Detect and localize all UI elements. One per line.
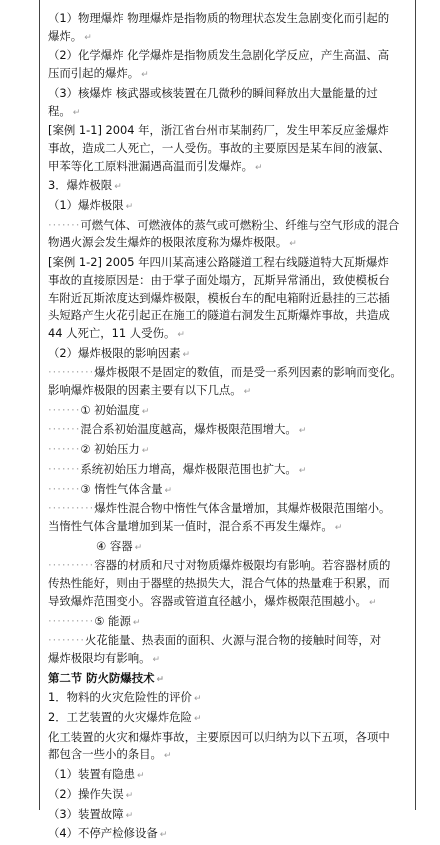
sub-heading: （1）爆炸极限 ↵ — [48, 198, 134, 213]
list-item: ④ 容器 ↵ — [96, 538, 143, 553]
paragraph-mark-icon: ↵ — [141, 70, 149, 81]
sub-heading: 2．工艺装置的火灾爆炸危险 ↵ — [48, 710, 202, 725]
paragraph-mark-icon: ↵ — [156, 674, 165, 685]
paragraph-mark-icon: ↵ — [84, 32, 92, 43]
text-line: 头短路产生火花引起正在施工的隧道右洞发生瓦斯爆炸事故，共造成 — [48, 308, 390, 323]
paragraph-mark-icon: ↵ — [125, 810, 134, 821]
text-line: ··········爆炸性混合物中惰性气体含量增加，其爆炸极限范围缩小。 — [48, 501, 391, 516]
list-item: （1）装置有隐患 ↵ — [48, 767, 145, 782]
text-line: 导致爆炸范围变小。容器或管道直径越小，爆炸极限范围越小。 ↵ — [48, 593, 377, 608]
text-line: ·······混合系初始温度越高，爆炸极限范围增大。 ↵ — [48, 422, 307, 437]
paragraph-mark-icon: ↵ — [125, 202, 134, 213]
text-line: 甲苯等化工原料泄漏遇高温而引发爆炸。 ↵ — [48, 158, 263, 173]
text-line: （2）化学爆炸 化学爆炸是指物质发生急剧化学反应，产生高温、高 — [48, 48, 390, 63]
text-line: ········火花能量、热表面的面积、火源与混合物的接触时间等，对 — [48, 633, 382, 648]
text-line: 爆炸极限均有影响。 ↵ — [48, 650, 161, 665]
paragraph-mark-icon: ↵ — [134, 542, 143, 553]
paragraph-mark-icon: ↵ — [298, 426, 307, 437]
text-line: 爆炸。 ↵ — [48, 28, 92, 43]
text-line: 事故的直接原因是：由于掌子面处塌方，瓦斯异常涌出，致使模板台 — [48, 272, 390, 287]
paragraph-mark-icon: ↵ — [163, 751, 172, 762]
sub-heading: 1．物料的火灾危险性的评价 ↵ — [48, 690, 202, 705]
text-line: （1）物理爆炸 物理爆炸是指物质的物理状态发生急剧变化而引起的 — [48, 11, 390, 25]
list-item: （4）不停产检修设备 ↵ — [48, 826, 168, 841]
document-body — [48, 10, 410, 845]
text-line: （3）核爆炸 核武器或核装置在几微秒的瞬间释放出大量能量的过 — [48, 85, 378, 100]
text-line: ··········爆炸极限不是固定的数值，而是受一系列因素的影响而变化。 — [48, 365, 402, 380]
paragraph-mark-icon: ↵ — [298, 465, 307, 476]
paragraph-mark-icon: ↵ — [159, 830, 168, 841]
text-line: 事故，造成二人死亡，一人受伤。事故的主要原因是某车间的液氯、 — [48, 140, 390, 155]
paragraph-mark-icon: ↵ — [334, 522, 343, 533]
paragraph-mark-icon: ↵ — [368, 597, 377, 608]
paragraph-mark-icon: ↵ — [141, 446, 150, 457]
text-line: 当惰性气体含量增加到某一值时，混合系不再发生爆炸。 ↵ — [48, 518, 343, 533]
paragraph-mark-icon: ↵ — [152, 654, 161, 665]
paragraph-mark-icon: ↵ — [114, 182, 122, 193]
list-item: ·······③ 惰性气体含量 ↵ — [48, 481, 173, 496]
text-line: 传热性能好，则由于器壁的热损失大，混合气体的热量难于积累，而 — [48, 576, 390, 591]
list-item: ·······② 初始压力 ↵ — [48, 442, 150, 457]
paragraph-mark-icon: ↵ — [125, 790, 134, 801]
paragraph-mark-icon: ↵ — [72, 107, 81, 118]
paragraph-mark-icon: ↵ — [289, 239, 297, 250]
section-heading: 3．爆炸极限 ↵ — [48, 178, 122, 193]
paragraph-mark-icon: ↵ — [141, 406, 150, 417]
list-item: ··········⑤ 能源 ↵ — [48, 613, 141, 628]
paragraph-mark-icon: ↵ — [136, 771, 145, 782]
paragraph-mark-icon: ↵ — [182, 349, 191, 360]
text-line: ··········容器的材质和尺寸对物质爆炸极限均有影响。若容器材质的 — [48, 558, 391, 573]
paragraph-mark-icon: ↵ — [255, 162, 263, 173]
text-line: 车附近瓦斯浓度达到爆炸极限，模板台车的配电箱附近悬挂的三芯插 — [48, 290, 390, 305]
list-item: （2）操作失误 ↵ — [48, 786, 134, 801]
paragraph-mark-icon: ↵ — [243, 387, 252, 398]
paragraph-mark-icon: ↵ — [193, 714, 202, 725]
text-line: [案例 1-2] 2005 年四川某高速公路隧道工程右线隧道特大瓦斯爆炸 — [48, 255, 389, 270]
text-line: 都包含一些小的条目。 ↵ — [48, 747, 172, 762]
text-line: [案例 1-1] 2004 年，浙江省台州市某制药厂，发生甲苯反应釜爆炸 — [48, 123, 389, 138]
text-line: 程。 ↵ — [48, 103, 81, 118]
text-line: 44 人死亡，11 人受伤。 ↵ — [48, 325, 185, 340]
text-line: 物遇火源会发生爆炸的极限浓度称为爆炸极限。 ↵ — [48, 235, 297, 250]
sub-heading: （2）爆炸极限的影响因素 ↵ — [48, 345, 191, 360]
paragraph-mark-icon: ↵ — [177, 329, 185, 340]
table-border-right — [415, 0, 416, 810]
text-line: ·······可燃气体、可燃液体的蒸气或可燃粉尘、纤维与空气形成的混合 — [48, 217, 400, 232]
paragraph-mark-icon: ↵ — [132, 617, 141, 628]
text-line: 影响爆炸极限的因素主要有以下几点。 ↵ — [48, 383, 252, 398]
chapter-heading: 第二节 防火防爆技术 ↵ — [48, 670, 165, 685]
text-line: 化工装置的火灾和爆炸事故，主要原因可以归纳为以下五项，各项中 — [48, 729, 390, 744]
table-border-left — [39, 0, 40, 810]
list-item: ·······① 初始温度 ↵ — [48, 402, 150, 417]
paragraph-mark-icon: ↵ — [193, 694, 202, 705]
text-line: 压而引起的爆炸。 ↵ — [48, 66, 149, 81]
text-line: ·······系统初始压力增高，爆炸极限范围也扩大。 ↵ — [48, 461, 307, 476]
list-item: （3）装置故障 ↵ — [48, 806, 134, 821]
paragraph-mark-icon: ↵ — [164, 485, 173, 496]
